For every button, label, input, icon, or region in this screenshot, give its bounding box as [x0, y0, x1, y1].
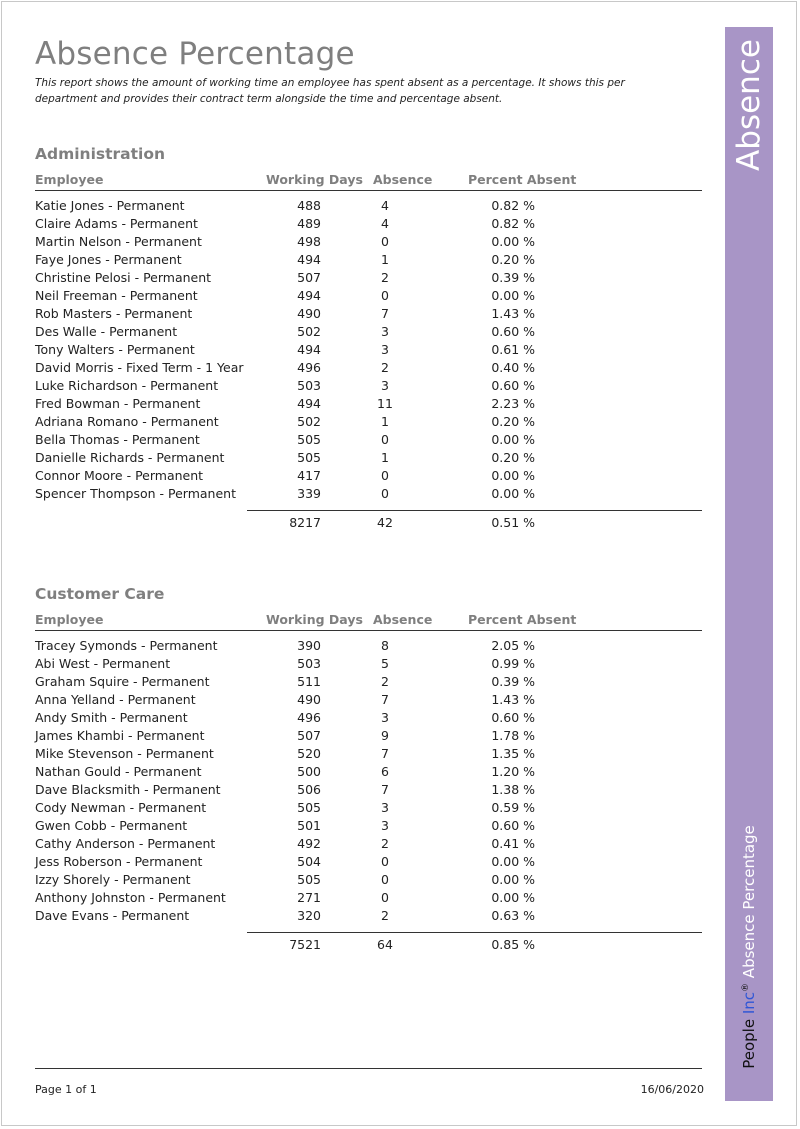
cell-employee: Martin Nelson - Permanent — [35, 234, 202, 249]
col-working-days: Working Days — [266, 172, 363, 187]
col-employee: Employee — [35, 612, 104, 627]
cell-absence: 7 — [381, 692, 389, 707]
cell-employee: Dave Blacksmith - Permanent — [35, 782, 221, 797]
table-row — [35, 216, 702, 234]
table-total-row — [247, 932, 702, 953]
cell-absence: 1 — [381, 252, 389, 267]
cell-percent-absent: 1.43 % — [491, 306, 535, 321]
table-row — [35, 746, 702, 764]
cell-percent-absent: 0.41 % — [491, 836, 535, 851]
cell-employee: Bella Thomas - Permanent — [35, 432, 200, 447]
table-row — [35, 378, 702, 396]
col-percent-absent: Percent Absent — [468, 612, 577, 627]
cell-absence: 2 — [381, 270, 389, 285]
table-row — [35, 234, 702, 252]
cell-percent-absent: 1.43 % — [491, 692, 535, 707]
cell-percent-absent: 0.39 % — [491, 270, 535, 285]
sidebar-banner — [725, 27, 773, 1101]
cell-working-days: 494 — [297, 396, 321, 411]
brand-inc: Inc — [740, 991, 758, 1015]
cell-percent-absent: 0.00 % — [491, 432, 535, 447]
cell-employee: David Morris - Fixed Term - 1 Year — [35, 360, 244, 375]
cell-percent-absent: 0.63 % — [491, 908, 535, 923]
table-header — [35, 612, 702, 631]
cell-absence: 2 — [381, 360, 389, 375]
cell-employee: Rob Masters - Permanent — [35, 306, 193, 321]
table-row — [35, 890, 702, 908]
cell-employee: Jess Roberson - Permanent — [35, 854, 203, 869]
cell-absence: 0 — [381, 288, 389, 303]
cell-absence: 0 — [381, 486, 389, 501]
table-row — [35, 486, 702, 504]
table-row — [35, 674, 702, 692]
cell-working-days: 494 — [297, 288, 321, 303]
table-row — [35, 468, 702, 486]
table-row — [35, 872, 702, 890]
table-row — [35, 710, 702, 728]
cell-working-days: 507 — [297, 728, 321, 743]
footer-divider — [35, 1068, 702, 1069]
cell-absence: 7 — [381, 306, 389, 321]
cell-working-days: 502 — [297, 324, 321, 339]
cell-working-days: 502 — [297, 414, 321, 429]
table-row — [35, 414, 702, 432]
table-row — [35, 836, 702, 854]
cell-percent-absent: 0.40 % — [491, 360, 535, 375]
cell-employee: Anna Yelland - Permanent — [35, 692, 196, 707]
cell-working-days: 494 — [297, 342, 321, 357]
cell-percent-absent: 0.82 % — [491, 198, 535, 213]
cell-working-days: 492 — [297, 836, 321, 851]
cell-percent-absent: 0.00 % — [491, 234, 535, 249]
cell-employee: Des Walle - Permanent — [35, 324, 178, 339]
cell-employee: Faye Jones - Permanent — [35, 252, 182, 267]
table-row — [35, 288, 702, 306]
cell-working-days: 501 — [297, 818, 321, 833]
table-row — [35, 432, 702, 450]
total-absence: 64 — [377, 937, 393, 952]
cell-percent-absent: 0.60 % — [491, 324, 535, 339]
cell-percent-absent: 1.38 % — [491, 782, 535, 797]
cell-employee: Neil Freeman - Permanent — [35, 288, 198, 303]
cell-absence: 9 — [381, 728, 389, 743]
cell-percent-absent: 1.78 % — [491, 728, 535, 743]
cell-percent-absent: 0.00 % — [491, 468, 535, 483]
cell-absence: 3 — [381, 378, 389, 393]
table-body — [35, 198, 702, 504]
cell-employee: Andy Smith - Permanent — [35, 710, 188, 725]
cell-percent-absent: 0.00 % — [491, 890, 535, 905]
cell-employee: Spencer Thompson - Permanent — [35, 486, 236, 501]
cell-employee: Katie Jones - Permanent — [35, 198, 185, 213]
cell-employee: Danielle Richards - Permanent — [35, 450, 225, 465]
cell-absence: 0 — [381, 234, 389, 249]
cell-employee: Connor Moore - Permanent — [35, 468, 204, 483]
brand-people: People — [740, 1018, 758, 1069]
cell-working-days: 271 — [297, 890, 321, 905]
cell-percent-absent: 0.20 % — [491, 252, 535, 267]
table-row — [35, 306, 702, 324]
cell-working-days: 496 — [297, 710, 321, 725]
cell-employee: Tony Walters - Permanent — [35, 342, 195, 357]
cell-working-days: 500 — [297, 764, 321, 779]
cell-employee: Abi West - Permanent — [35, 656, 171, 671]
sidebar-report-name: Absence Percentage — [740, 825, 758, 979]
cell-absence: 3 — [381, 800, 389, 815]
cell-employee: Adriana Romano - Permanent — [35, 414, 219, 429]
table-row — [35, 800, 702, 818]
cell-employee: Nathan Gould - Permanent — [35, 764, 202, 779]
cell-percent-absent: 0.00 % — [491, 854, 535, 869]
table-row — [35, 818, 702, 836]
cell-employee: Anthony Johnston - Permanent — [35, 890, 226, 905]
cell-absence: 2 — [381, 674, 389, 689]
cell-percent-absent: 0.00 % — [491, 486, 535, 501]
cell-absence: 0 — [381, 872, 389, 887]
cell-working-days: 505 — [297, 432, 321, 447]
cell-percent-absent: 1.20 % — [491, 764, 535, 779]
cell-employee: Luke Richardson - Permanent — [35, 378, 219, 393]
cell-employee: James Khambi - Permanent — [35, 728, 205, 743]
sidebar-title: Absence — [731, 39, 767, 171]
cell-percent-absent: 0.61 % — [491, 342, 535, 357]
cell-working-days: 503 — [297, 378, 321, 393]
col-working-days: Working Days — [266, 612, 363, 627]
cell-working-days: 494 — [297, 252, 321, 267]
cell-working-days: 489 — [297, 216, 321, 231]
total-working-days: 7521 — [289, 937, 321, 952]
cell-absence: 2 — [381, 908, 389, 923]
cell-percent-absent: 0.99 % — [491, 656, 535, 671]
cell-percent-absent: 0.82 % — [491, 216, 535, 231]
cell-absence: 3 — [381, 710, 389, 725]
cell-absence: 8 — [381, 638, 389, 653]
cell-working-days: 496 — [297, 360, 321, 375]
cell-absence: 7 — [381, 782, 389, 797]
cell-working-days: 505 — [297, 872, 321, 887]
cell-employee: Tracey Symonds - Permanent — [35, 638, 218, 653]
table-row — [35, 270, 702, 288]
cell-percent-absent: 2.05 % — [491, 638, 535, 653]
cell-absence: 3 — [381, 324, 389, 339]
report-description: This report shows the amount of working time an employee has spent absent as a percentage. It shows this per department and provides their contract term alongside the time and percentage absent. — [35, 77, 625, 105]
cell-working-days: 490 — [297, 306, 321, 321]
table-row — [35, 728, 702, 746]
cell-working-days: 490 — [297, 692, 321, 707]
cell-working-days: 320 — [297, 908, 321, 923]
table-row — [35, 656, 702, 674]
cell-working-days: 505 — [297, 450, 321, 465]
cell-working-days: 520 — [297, 746, 321, 761]
cell-absence: 1 — [381, 450, 389, 465]
cell-absence: 3 — [381, 342, 389, 357]
cell-working-days: 488 — [297, 198, 321, 213]
section-administration — [35, 145, 702, 535]
cell-employee: Mike Stevenson - Permanent — [35, 746, 214, 761]
table-row — [35, 854, 702, 872]
cell-absence: 1 — [381, 414, 389, 429]
total-percent: 0.51 % — [491, 515, 535, 530]
cell-employee: Gwen Cobb - Permanent — [35, 818, 188, 833]
table-body — [35, 638, 702, 926]
col-percent-absent: Percent Absent — [468, 172, 577, 187]
cell-working-days: 390 — [297, 638, 321, 653]
table-row — [35, 764, 702, 782]
cell-percent-absent: 0.60 % — [491, 818, 535, 833]
cell-percent-absent: 0.00 % — [491, 288, 535, 303]
cell-employee: Cody Newman - Permanent — [35, 800, 207, 815]
cell-employee: Dave Evans - Permanent — [35, 908, 190, 923]
cell-absence: 0 — [381, 468, 389, 483]
table-row — [35, 252, 702, 270]
cell-working-days: 507 — [297, 270, 321, 285]
cell-working-days: 503 — [297, 656, 321, 671]
section-title: Customer Care — [35, 585, 165, 603]
cell-working-days: 505 — [297, 800, 321, 815]
cell-employee: Graham Squire - Permanent — [35, 674, 210, 689]
section-customer-care — [35, 585, 702, 955]
total-absence: 42 — [377, 515, 393, 530]
cell-percent-absent: 0.00 % — [491, 872, 535, 887]
total-working-days: 8217 — [289, 515, 321, 530]
cell-absence: 0 — [381, 432, 389, 447]
cell-employee: Claire Adams - Permanent — [35, 216, 198, 231]
table-header — [35, 172, 702, 191]
table-row — [35, 692, 702, 710]
cell-absence: 3 — [381, 818, 389, 833]
report-date: 16/06/2020 — [640, 1083, 704, 1096]
cell-percent-absent: 1.35 % — [491, 746, 535, 761]
cell-absence: 4 — [381, 216, 389, 231]
cell-working-days: 504 — [297, 854, 321, 869]
table-row — [35, 342, 702, 360]
col-absence: Absence — [373, 612, 433, 627]
cell-working-days: 506 — [297, 782, 321, 797]
brand-registered-mark: ® — [741, 982, 751, 992]
table-row — [35, 908, 702, 926]
cell-percent-absent: 0.20 % — [491, 450, 535, 465]
cell-percent-absent: 2.23 % — [491, 396, 535, 411]
cell-absence: 5 — [381, 656, 389, 671]
cell-employee: Fred Bowman - Permanent — [35, 396, 201, 411]
table-total-row — [247, 510, 702, 531]
cell-percent-absent: 0.59 % — [491, 800, 535, 815]
col-employee: Employee — [35, 172, 104, 187]
col-absence: Absence — [373, 172, 433, 187]
cell-employee: Izzy Shorely - Permanent — [35, 872, 191, 887]
total-percent: 0.85 % — [491, 937, 535, 952]
cell-absence: 2 — [381, 836, 389, 851]
section-title: Administration — [35, 145, 166, 163]
report-title: Absence Percentage — [35, 36, 355, 72]
table-row — [35, 782, 702, 800]
cell-working-days: 417 — [297, 468, 321, 483]
cell-working-days: 511 — [297, 674, 321, 689]
cell-percent-absent: 0.20 % — [491, 414, 535, 429]
table-row — [35, 198, 702, 216]
table-row — [35, 396, 702, 414]
table-row — [35, 450, 702, 468]
cell-absence: 7 — [381, 746, 389, 761]
cell-employee: Cathy Anderson - Permanent — [35, 836, 216, 851]
table-row — [35, 360, 702, 378]
cell-absence: 4 — [381, 198, 389, 213]
cell-absence: 0 — [381, 854, 389, 869]
cell-absence: 0 — [381, 890, 389, 905]
cell-percent-absent: 0.60 % — [491, 378, 535, 393]
cell-working-days: 339 — [297, 486, 321, 501]
sidebar-brand — [740, 825, 758, 1069]
table-row — [35, 638, 702, 656]
table-row — [35, 324, 702, 342]
cell-percent-absent: 0.39 % — [491, 674, 535, 689]
cell-working-days: 498 — [297, 234, 321, 249]
cell-absence: 11 — [377, 396, 393, 411]
cell-percent-absent: 0.60 % — [491, 710, 535, 725]
cell-employee: Christine Pelosi - Permanent — [35, 270, 212, 285]
page-number: Page 1 of 1 — [35, 1083, 97, 1096]
cell-absence: 6 — [381, 764, 389, 779]
